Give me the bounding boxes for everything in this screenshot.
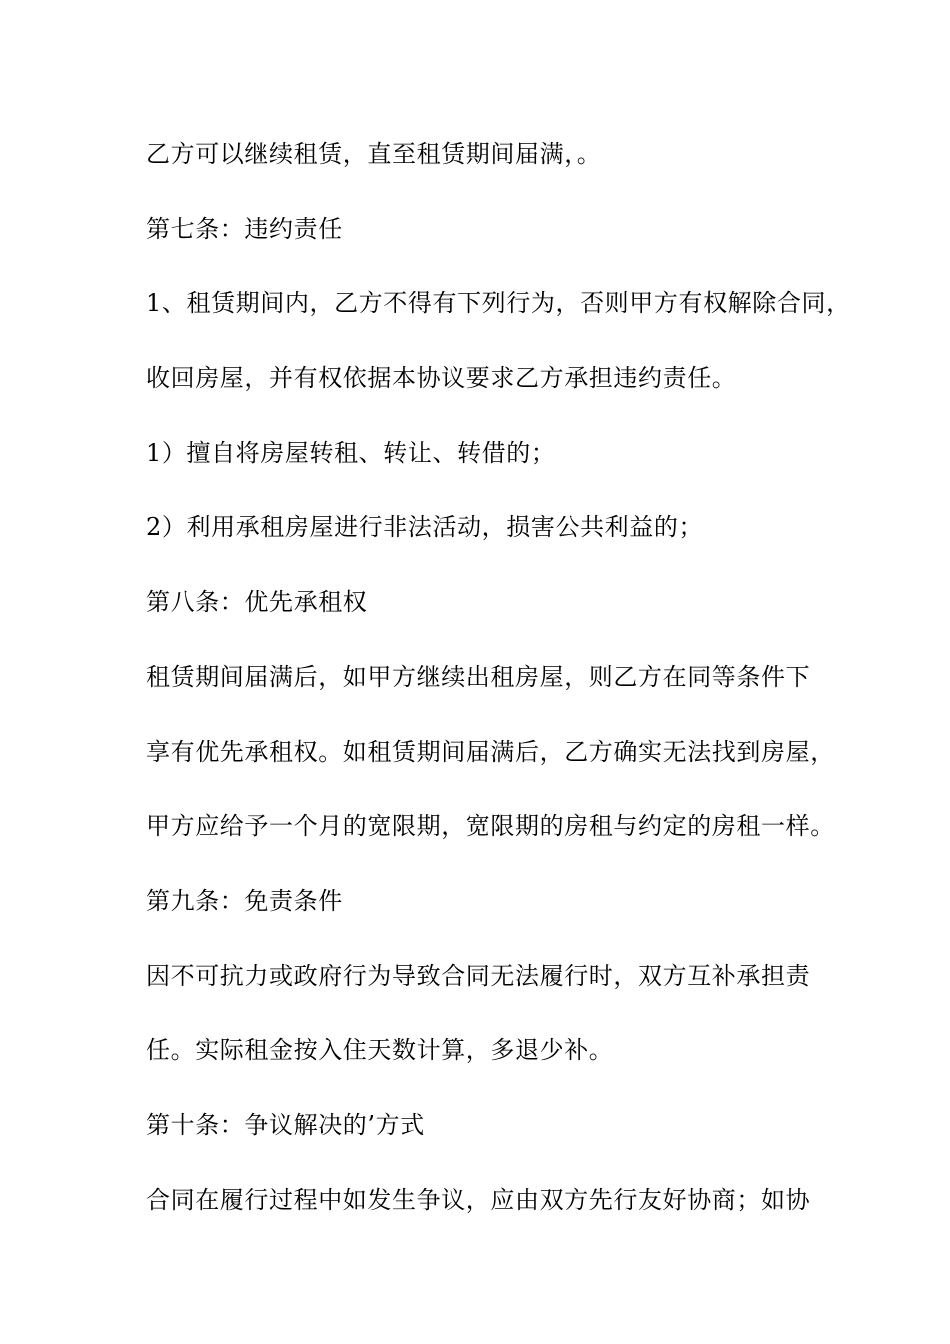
article-heading: 第七条：违约责任: [146, 214, 343, 243]
paragraph-line: 租赁期间届满后，如甲方继续出租房屋，则乙方在同等条件下: [146, 662, 811, 691]
list-item: 1）擅自将房屋转租、转让、转借的；: [146, 438, 556, 467]
paragraph-line: 甲方应给予一个月的宽限期，宽限期的房租与约定的房租一样。: [146, 812, 835, 841]
paragraph-line: 因不可抗力或政府行为导致合同无法履行时，双方互补承担责: [146, 961, 811, 990]
document-body: [146, 131, 866, 1251]
paragraph-line: 合同在履行过程中如发生争议，应由双方先行友好协商；如协: [146, 1185, 811, 1214]
paragraph-line: 任。实际租金按入住天数计算，多退少补。: [146, 1036, 614, 1065]
paragraph-line: 乙方可以继续租赁，直至租赁期间届满，。: [146, 140, 602, 168]
paragraph-line: 1、租赁期间内，乙方不得有下列行为，否则甲方有权解除合同，: [146, 289, 851, 318]
paragraph-line: 享有优先承租权。如租赁期间届满后，乙方确实无法找到房屋，: [146, 737, 835, 766]
article-heading: 第八条：优先承租权: [146, 588, 368, 617]
article-heading: 第十条：争议解决的’方式: [146, 1110, 425, 1139]
article-heading: 第九条：免责条件: [146, 886, 343, 915]
list-item: 2）利用承租房屋进行非法活动，损害公共利益的；: [146, 513, 704, 542]
paragraph-line: 收回房屋，并有权依据本协议要求乙方承担违约责任。: [146, 364, 737, 393]
